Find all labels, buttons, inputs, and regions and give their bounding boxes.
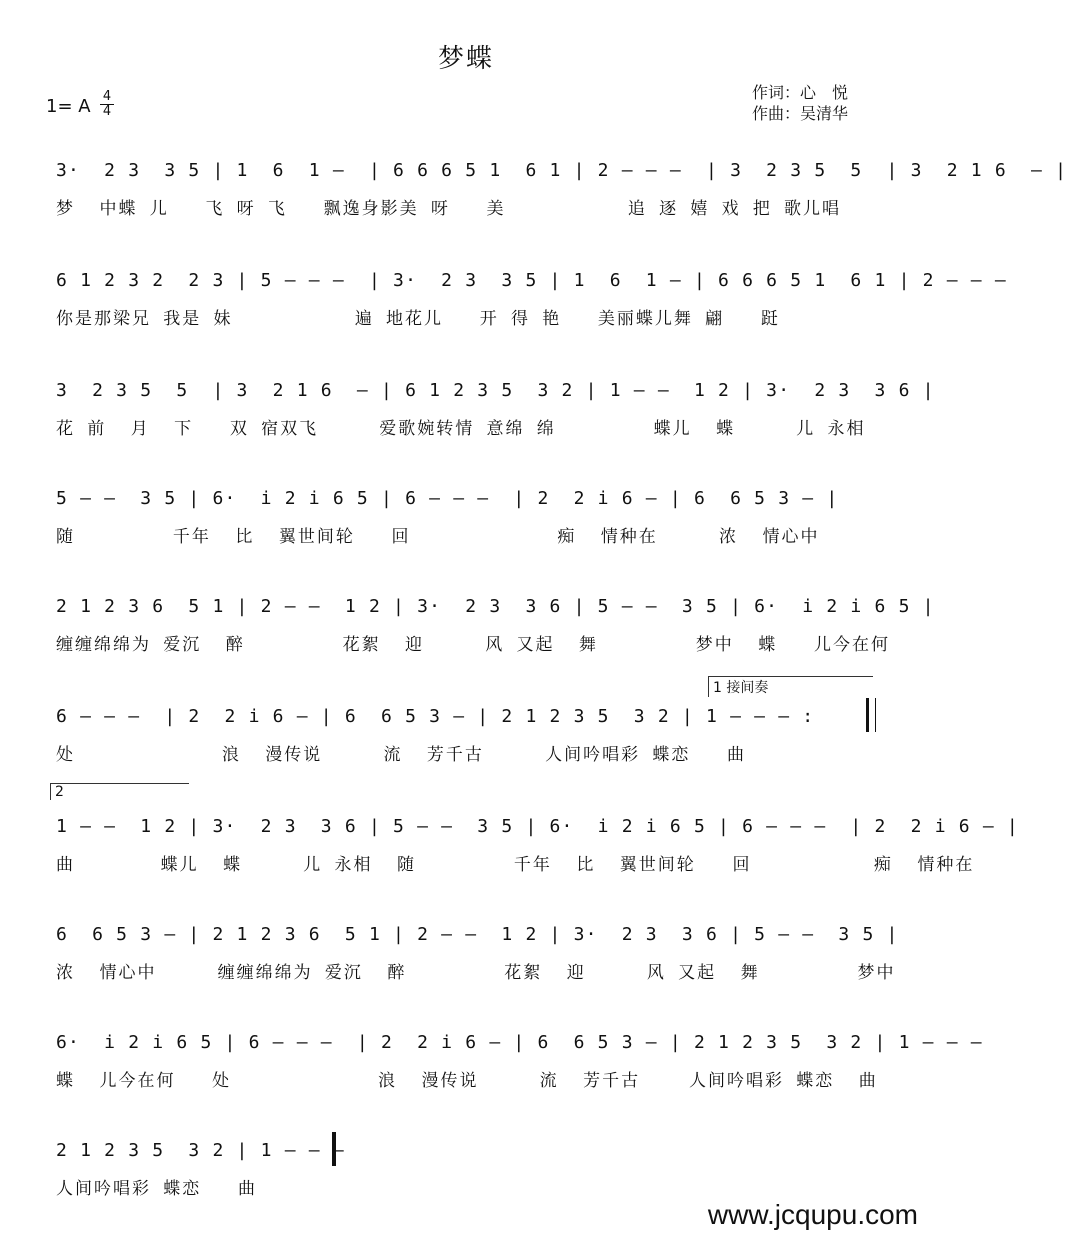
notation-line: 6 6 5 3 — | 2 1 2 3 6 5 1 | 2 — — 1 2 | 3· 2 3 3 6 | 5 — — 3 5 | <box>56 924 899 945</box>
final-barline <box>332 1132 336 1166</box>
lyrics-line: 浓 情心中 缠缠绵绵为 爱沉 醉 花絮 迎 风 又起 舞 梦中 <box>56 963 896 983</box>
key-signature: 1= A <box>46 96 91 117</box>
notation-line: 3· 2 3 3 5 | 1 6 1 — | 6 6 6 5 1 6 1 | 2 — — — | 3 2 3 5 5 | 3 2 1 6 — | <box>56 160 1067 181</box>
composer-credit: 作曲：吴清华 <box>752 104 849 123</box>
time-signature-bottom: 4 <box>102 104 112 119</box>
time-signature <box>100 90 114 119</box>
notation-line: 1 — — 1 2 | 3· 2 3 3 6 | 5 — — 3 5 | 6· i 2 i 6 5 | 6 — — — | 2 2 i 6 — | <box>56 816 1019 837</box>
lyrics-line: 缠缠绵绵为 爱沉 醉 花絮 迎 风 又起 舞 梦中 蝶 儿今在何 <box>56 635 890 655</box>
lyricist-credit: 作词：心 悦 <box>752 83 849 102</box>
time-signature-top: 4 <box>100 90 114 105</box>
watermark: www.jcqupu.com <box>707 1199 918 1230</box>
lyrics-line: 随 千年 比 翼世间轮 回 痴 情种在 浓 情心中 <box>56 527 820 547</box>
repeat-barline <box>866 698 876 732</box>
notation-line: 6 — — — | 2 2 i 6 — | 6 6 5 3 — | 2 1 2 3 5 3 2 | 1 — — — : <box>56 706 815 727</box>
credits <box>752 82 848 124</box>
notation-line: 2 1 2 3 6 5 1 | 2 — — 1 2 | 3· 2 3 3 6 | 5 — — 3 5 | 6· i 2 i 6 5 | <box>56 596 935 617</box>
lyrics-line: 花 前 月 下 双 宿双飞 爱歌婉转情 意绵 绵 蝶儿 蝶 儿 永相 <box>56 419 866 439</box>
lyrics-line: 蝶 儿今在何 处 浪 漫传说 流 芳千古 人间吟唱彩 蝶恋 曲 <box>56 1071 878 1091</box>
lyrics-line: 你是那梁兄 我是 妹 遍 地花儿 开 得 艳 美丽蝶儿舞 翩 跹 <box>56 309 780 329</box>
song-title: 梦蝶 <box>437 44 494 74</box>
volta-first-ending: 1 接间奏 <box>708 676 873 697</box>
notation-line: 6 1 2 3 2 2 3 | 5 — — — | 3· 2 3 3 5 | 1 6 1 — | 6 6 6 5 1 6 1 | 2 — — — <box>56 270 1007 291</box>
lyrics-line: 曲 蝶儿 蝶 儿 永相 随 千年 比 翼世间轮 回 痴 情种在 <box>56 855 975 875</box>
volta-second-ending: 2 <box>50 783 189 800</box>
notation-line: 6· i 2 i 6 5 | 6 — — — | 2 2 i 6 — | 6 6 5 3 — | 2 1 2 3 5 3 2 | 1 — — — <box>56 1032 983 1053</box>
notation-line: 5 — — 3 5 | 6· i 2 i 6 5 | 6 — — — | 2 2 i 6 — | 6 6 5 3 — | <box>56 488 839 509</box>
notation-line: 3 2 3 5 5 | 3 2 1 6 — | 6 1 2 3 5 3 2 | 1 — — 1 2 | 3· 2 3 3 6 | <box>56 380 935 401</box>
lyrics-line: 梦 中蝶 儿 飞 呀 飞 飘逸身影美 呀 美 追 逐 嬉 戏 把 歌儿唱 <box>56 199 842 219</box>
lyrics-line: 人间吟唱彩 蝶恋 曲 <box>56 1179 257 1199</box>
notation-line: 2 1 2 3 5 3 2 | 1 — — — <box>56 1140 345 1161</box>
lyrics-line: 处 浪 漫传说 流 芳千古 人间吟唱彩 蝶恋 曲 <box>56 745 747 765</box>
